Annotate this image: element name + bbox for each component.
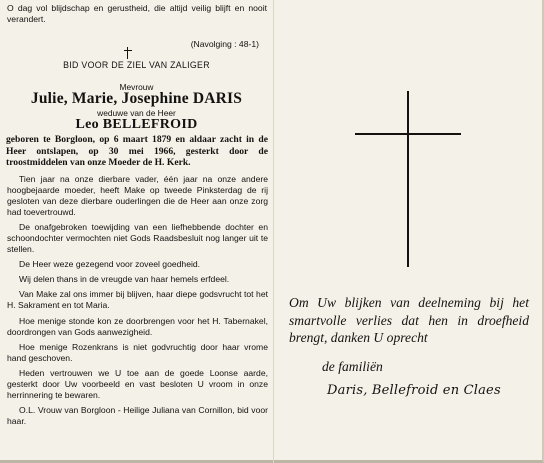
- title-mevrouw: Mevrouw: [119, 82, 154, 92]
- thanks-message: Om Uw blijken van deelneming bij het smartvolle verlies dat hen in droefheid brengt, danken U oprecht: [289, 295, 529, 345]
- memorial-paragraph: Tien jaar na onze dierbare vader, één jaar na onze andere hoogbejaarde moeder, heeft Make op tweede Pinksterdag de rij gesloten van deze dierbare ouderlingen die de Heer aan onze zorg had toevertrouwd.: [7, 174, 268, 218]
- card-fold-line: [273, 0, 274, 463]
- birth-death-details: geboren te Borgloon, op 6 maart 1879 en aldaar zacht in de Heer ontslapen, op 30 mei 1966, gesterkt door de troostmiddelen van onze Moeder de H. Kerk.: [6, 134, 268, 168]
- memorial-paragraph: Wij delen thans in de vreugde van haar hemels erfdeel.: [19, 274, 230, 285]
- family-names: Daris, Bellefroid en Claes: [327, 383, 501, 398]
- families-label: de familiën: [322, 359, 383, 374]
- widow-line: weduwe van de Heer: [97, 108, 176, 118]
- memorial-paragraph: Heden vertrouwen we U toe aan de goede Loonse aarde, gesterkt door Uw voorbeeld en vast besloten U vroom in onze herrinnering te bewaren.: [7, 367, 268, 400]
- memorial-text: [7, 174, 268, 427]
- memorial-paragraph: O.L. Vrouw van Borgloon - Heilige Juliana van Cornillon, bid voor haar.: [7, 404, 268, 426]
- memorial-paragraph: Hoe menige Rozenkrans is niet godvruchtig door haar vrome hand geschoven.: [7, 341, 268, 363]
- prayer-request: BID VOOR DE ZIEL VAN ZALIGER: [63, 60, 210, 70]
- opening-quote: O dag vol blijdschap en gerustheid, die altijd veilig blijft en nooit verandert.: [7, 3, 267, 24]
- husband-name: Leo BELLEFROID: [75, 117, 198, 132]
- cross-icon: [123, 47, 132, 59]
- memorial-paragraph: Van Make zal ons immer bij blijven, haar diepe godsvrucht tot het H. Sakrament en tot Maria.: [7, 289, 268, 311]
- memorial-paragraph: De Heer weze gezegend voor zoveel goedheid.: [19, 259, 201, 270]
- memorial-paragraph: Hoe menige stonde kon ze doorbrengen voor het H. Tabernakel, doordrongen van Gods aanwezigheid.: [7, 315, 268, 337]
- memorial-paragraph: De onafgebroken toewijding van een liefhebbende dochter en schoondochter vermochten niet Gods Raadsbesluit nog langer uit te stellen.: [7, 222, 268, 255]
- cross-icon: [355, 91, 465, 267]
- deceased-name: Julie, Marie, Josephine DARIS: [30, 90, 243, 107]
- quote-reference: (Navolging : 48-1): [190, 39, 259, 49]
